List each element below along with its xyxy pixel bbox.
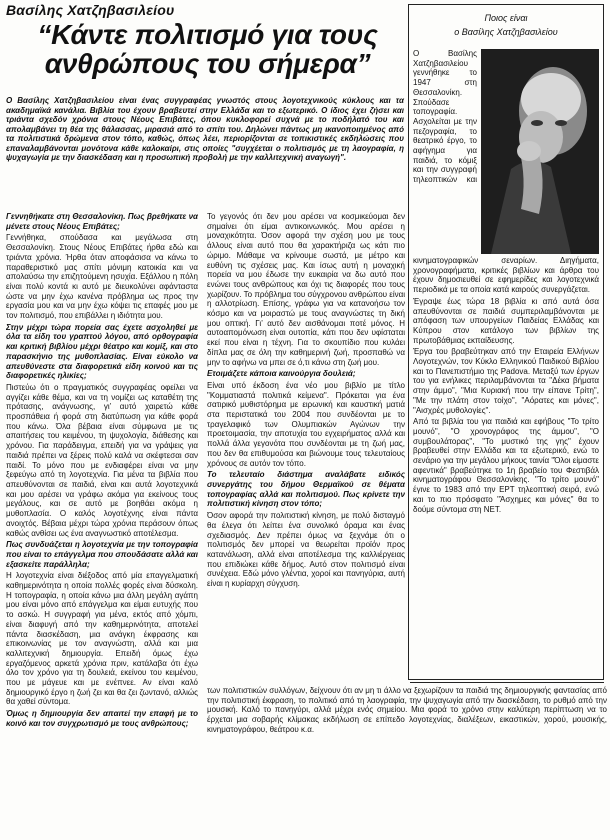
bio-text [413,49,599,516]
interview-question: Στην μέχρι τώρα πορεία σας έχετε ασχοληθεί με όλα τα είδη του γραπτού λόγου, από ορθογραφία και κριτική βιβλίου μέχρι θέατρο και κομίξ, και στο παρασκήνιο της μυθοπλασίας. Είναι εύκολο να απευθύνεστε στα διαφορετικά είδη κοινού και τις διαφορετικές ηλικίες; [6,322,198,381]
interview-answer: Είναι υπό έκδοση ένα νέο μου βιβλίο με τίτλο "Κομματιαστά πολιτικά κείμενα". Πρόκειται για ένα σατιρικό μυθιστόρημα με ειρωνική και καυστική ματιά στα περιστατικά του 2004 που συνδέονται με το τραγελαφικό των Ολυμπιακών Αγώνων την προετοιμασία, την αποτυχία του εγχειρήματος αλλά και πολλά άλλα γεγονότα που συνδέονται με τη ζωή μας, που δεν θα επιθυμούσα και βιώνουμε τους τελευταίους χρόνους σε αυτόν τον τόπο. [207,380,405,468]
bio-box [408,4,604,680]
bio-paragraph: Ο Βασίλης Χατζηβασιλείου γεννήθηκε το 1947 στη Θεσσαλονίκη. Σπούδασε τοπογραφία. Ασχολείται με την πεζογραφία, το θεατρικό έργο, το αφήγημα για παιδιά, το κόμιξ και την συγγραφή τηλεοπτικών και κινηματογραφικών σεναρίων. Διηγήματα, χρονογραφήματα, κριτικές βιβλίων και άρθρα του έχουν δημοσιευθεί σε εφημερίδες και λογοτεχνικά περιοδικά με τα οποία κατά καιρούς συνεργάζεται. [413,49,599,295]
interview-answer: Πιστεύω ότι ο πραγματικός συγγραφέας οφείλει να αγγίζει κάθε θέμα, και να τη νομίζει ως καταθέτη της πρότασης, ανάγνωσης, γι’ αυτό χαιρετώ κάθε προσπάθεια ή φορά στη διατύπωση για κάθε φορά που κάνω. Όλα βέβαια είναι σύμφωνα με τις απαιτήσεις του κειμένου, τη ψυχολογία, διάθεσης και χρόνου. Για παράδειγμα, επειδή για να γράψεις για παιδιά πρέπει να ξέρεις πολύ καλά να σκέφτεσαι σαν παιδί. Το μόνο που με ενδιαφέρει είναι να μην ξεφεύγω από τη λογοτεχνία. Για μένα τα βιβλία που απευθύνονται σε παιδιά, είναι και αυτά λογοτεχνικά και μου αρέσει να γράφω ακόμα για εκείνους τους μεγάλους, και σε αυτό με βοηθάει ακόμα η μυθοπλασία. Ο καλός λογοτέχνης είναι πάντα ανοιχτός. Βέβαια μέχρι τώρα χρόνια περάσουν όπως καθώς ανθίσει ως ένα αναγνωστικό αποτέλεσμα. [6,382,198,538]
headline: “Κάντε πολιτισμό για τους ανθρώπους του σήμερα” [37,19,378,79]
interview-question: Πως συνδυάζεται η λογοτεχνία με την τοπογραφία που είναι το επάγγελμα που σπουδάσατε αλλά και εξασκείτε παράλληλα; [6,540,198,569]
bio-title-line1: Ποιος είναι [484,13,528,23]
interview-answer: Η λογοτεχνία είναι διέξοδος από μία επαγγελματική καθημερινότητα η οποία πολλές φορές είναι δύσκολη. Η τοπογραφία, η οποία κάνω μια άλλη μεγάλη αγάπη μου είναι μόνο από επάγγελμα και είμαι ευτυχής που το ασκώ. Η συγγραφή για μένα, εκτός από χόμπι, είναι διαφυγή από την καθημερινότητα, αποτελεί πάντα διασκέδαση, μια ανάγκη έκφρασης και επικοινωνίας με τον αναγνώστη, αλλά και μια καλλιτεχνική δημιουργία. Επειδή όμως έχω εργαζόμενος αρκετά χρόνια πριν, κατάλαβα ότι έχω όλο τον χρόνο για τη δουλειά, εκείνου του κειμένου, που με μάγευε και με ενέπνεε. Αν είναι καλό δημιουργικό έργο η ζωή ζει και θα ζει ζωντανό, αλλιώς θα χαθεί σύντομα. [6,571,198,707]
continuation-paragraph: των πολιτιστικών συλλόγων, δείχνουν ότι αν μη τι άλλο να ξεχωρίζουν τα παιδιά της δημιουργικής φαντασίας από την πολιτιστική έκφραση, το πολιτικό από τη λαογραφία, την ψυχαγωγία από την διασκέδαση, το ρυθμό από την μουσική. Καλό το πανηγύρι, αλλά μέχρι ενός σημείου. Μια φορά το χρόνο στην καλύτερη περίπτωση να το έρχεται μια σοβαρής κλίμακας εκδήλωση σε επίπεδο λογοτεχνίας, διαλέξεων, εικαστικών, χορού, μουσικής, κινηματογράφου, θεάτρου κ.α. [207,686,607,734]
bio-title [409,11,603,39]
interview-answer: Γεννήθηκα, σπούδασα και μεγάλωσα στη Θεσσαλονίκη. Στους Νέους Επιβάτες ήρθα εδώ και τριάντα χρόνια. Ήρθα όταν αποφάσισα να κάνω το παραθεριστικό μας σπίτι μόνιμη κατοικία και να απολαύσω την επιζητούμενη ησυχία. Εξάλλου η πόλη είναι πολύ κοντά κι αυτό με διευκολύνει αφάνταστα ώστε να μην έχω κανένα πρόβλημα ως προς την εργασία μου και να μην έχω κόψει τις επαφές μου με τον πολιτισμό, που επιβάλλει η ιδιότητα μου. [6,233,198,321]
bio-paragraph: Έργα του βραβεύτηκαν από την Εταιρεία Ελλήνων Λογοτεχνών, τον Κύκλο Ελληνικού Παιδικού Βιβλίου και το Πανεπιστήμιο της Padova. Μεταξύ των έργων του για ενήλικες περιλαμβάνονται τα "Δέκα βήματα στην άμμο", "Μια Κυριακή που την είπανε Τρίτη", "Με την πλάτη στον τοίχο", "Αόρατες και μόνες", "Αισχρές μυθολογίες". [413,347,599,415]
interview-answer: Όσον αφορά την πολιτιστική κίνηση, με πολύ δισταγμό θα έλεγα ότι λείπει ένα συνολικό όραμα και ένας σχεδιασμός. Δεν πρέπει όμως να ξεχνάμε ότι ο πολιτισμός δεν μπορεί να θεωρείται προϊόν προς κατανάλωση, αλλά είναι αποτέλεσμα της καλλιέργειας που επιδιώκει κάθε δήμος. Αυτό στον πολιτισμό είναι συνέχεια. Εδώ μόνο γλέντια, χοροί και πανηγύρια, αυτή είναι η κυρίαρχη σύγχυση. [207,511,405,589]
interview-question: Το τελευταίο διάστημα αναλάβατε ειδικός συνεργάτης του δήμου Θερμαϊκού σε θέματα τοπογραφίας αλλά και πολιτισμού. Πως κρίνετε την πολιτιστική κίνηση στον τόπο; [207,470,405,509]
continuation-text [207,686,607,735]
interview-question: Όμως η δημιουργία δεν απαιτεί την επαφή με το κοινό και τον συγχρωτισμό με τους ανθρώπους; [6,709,198,728]
bio-title-line2: ο Βασίλης Χατζηβασιλείου [454,27,558,37]
column-1 [6,212,198,840]
bio-paragraph: Από τα βιβλία του για παιδιά και εφήβους "Το τρίτο μουνό", "Ο χρονογράφος της άμμου", "Ο συμβουλάτορας", "Το μυστικό της γης" έχουν βραβευθεί στην Ελλάδα και τα εξωτερικό, ενώ το σενάριο για την μεγάλου μήκους ταινία "Όλοι είμαστε αφεντικά" βραβεύτηκε το 1η βραβείο του Φεστιβάλ κινηματογράφου Θεσσαλονίκης. "Το τρίτο μουνό" έγινε το 1983 από την ΕΡΤ τηλεοπτική σειρά, ενώ και το πιο πρόσφατο "Άσχημες και μόνες" θα το δούμε σύντομα στη NET. [413,417,599,514]
interview-question: Ετοιμάζετε κάποια καινούργια δουλειά; [207,369,356,379]
kicker: Βασίλης Χατζηβασιλείου [6,2,175,18]
interview-answer: Το γεγονός ότι δεν μου αρέσει να κοσμικεύομαι δεν σημαίνει ότι είμαι αντικοινωνικός. Μου αρέσει η μοναχικότητα. Όσον αφορά την σχέση μου με τους άλλους είναι αυτό που θα χαρακτήριζα ως κάτι πιο ώριμο. Μάθαμε να κρίνουμε σωστά, με μέτρο και ευθύνη τις σχέσεις μας. Και ίσως αυτή η μοναχική πορεία να μου έδωσε την ευκαιρία να δω αυτό που ενώνει τους ανθρώπους και όχι τις διαφορές που τους χωρίζουν. Το πρόβλημα του σύγχρονου ανθρώπου είναι η αλλοτρίωση. Επίσης, γράφω για να κατανοήσω τον κόσμο και να μοιραστώ με τους αναγνώστες τη δική μου οπτική. Γι’ αυτό δεν αισθάνομαι ποτέ μόνος. Η αυτοαπομόνωση είναι ουτοπία, κάτι που δεν υφίσταται εκεί που είναι η τέχνη. Για το σκουπίδιο που κυλάει δίπλα μας σε όλη την καθημερινή ζωή, προσπαθώ να μην το αφήνω να μπει σε ό,τι κάνω στη ζωή μου. [207,212,405,367]
column-2 [207,212,405,684]
author-portrait-photo [481,49,599,254]
lead-paragraph: Ο Βασίλης Χατζηβασιλείου είναι ένας συγγραφέας γνωστός στους λογοτεχνικούς κύκλους και τα ακαδημαϊκά κανάλια. Βιβλία του έχουν βραβευτεί στην Ελλάδα και το εξωτερικό. Ο ίδιος έχει ζήσει και τριάντα σχεδόν χρόνια στους Νέους Επιβάτες, όπου κυκλοφορεί συχνά με το ποδήλατό του και απολαμβάνει τη θέα της θάλασσας, μιρασιά από το σπίτι του. Δηλώνει πάντως μη ικανοποιημένος από τα πολιτιστικά δρώμενα στον τόπο, καθώς, όπως λέει, περιορίζονται σε τοπικιστικές εκδηλώσεις που επαναλαμβάνονται μονότονα κάθε καλοκαίρι, στις οποίες "συγχέεται ο πολιτισμός με τη λαογραφία, η ψυχαγωγία με την διασκέδαση και η προσωπική προβολή με την καλλιτεχνική αναγωγή". [6,96,404,162]
bio-paragraph: Έγραψε έως τώρα 18 βιβλία κι από αυτά όσα απευθύνονται σε παιδιά συμπεριλαμβάνονται με απόφαση των υπουργείων Παιδείας Ελλάδας και Κύπρου στον κατάλογο των βιβλίων της πρωτοβάθμιας εκπαίδευσης. [413,296,599,345]
interview-question: Γεννηθήκατε στη Θεσσαλονίκη. Πως βρεθήκατε να μένετε στους Νέους Επιβάτες; [6,212,198,231]
box-bottom-rule [410,682,604,683]
